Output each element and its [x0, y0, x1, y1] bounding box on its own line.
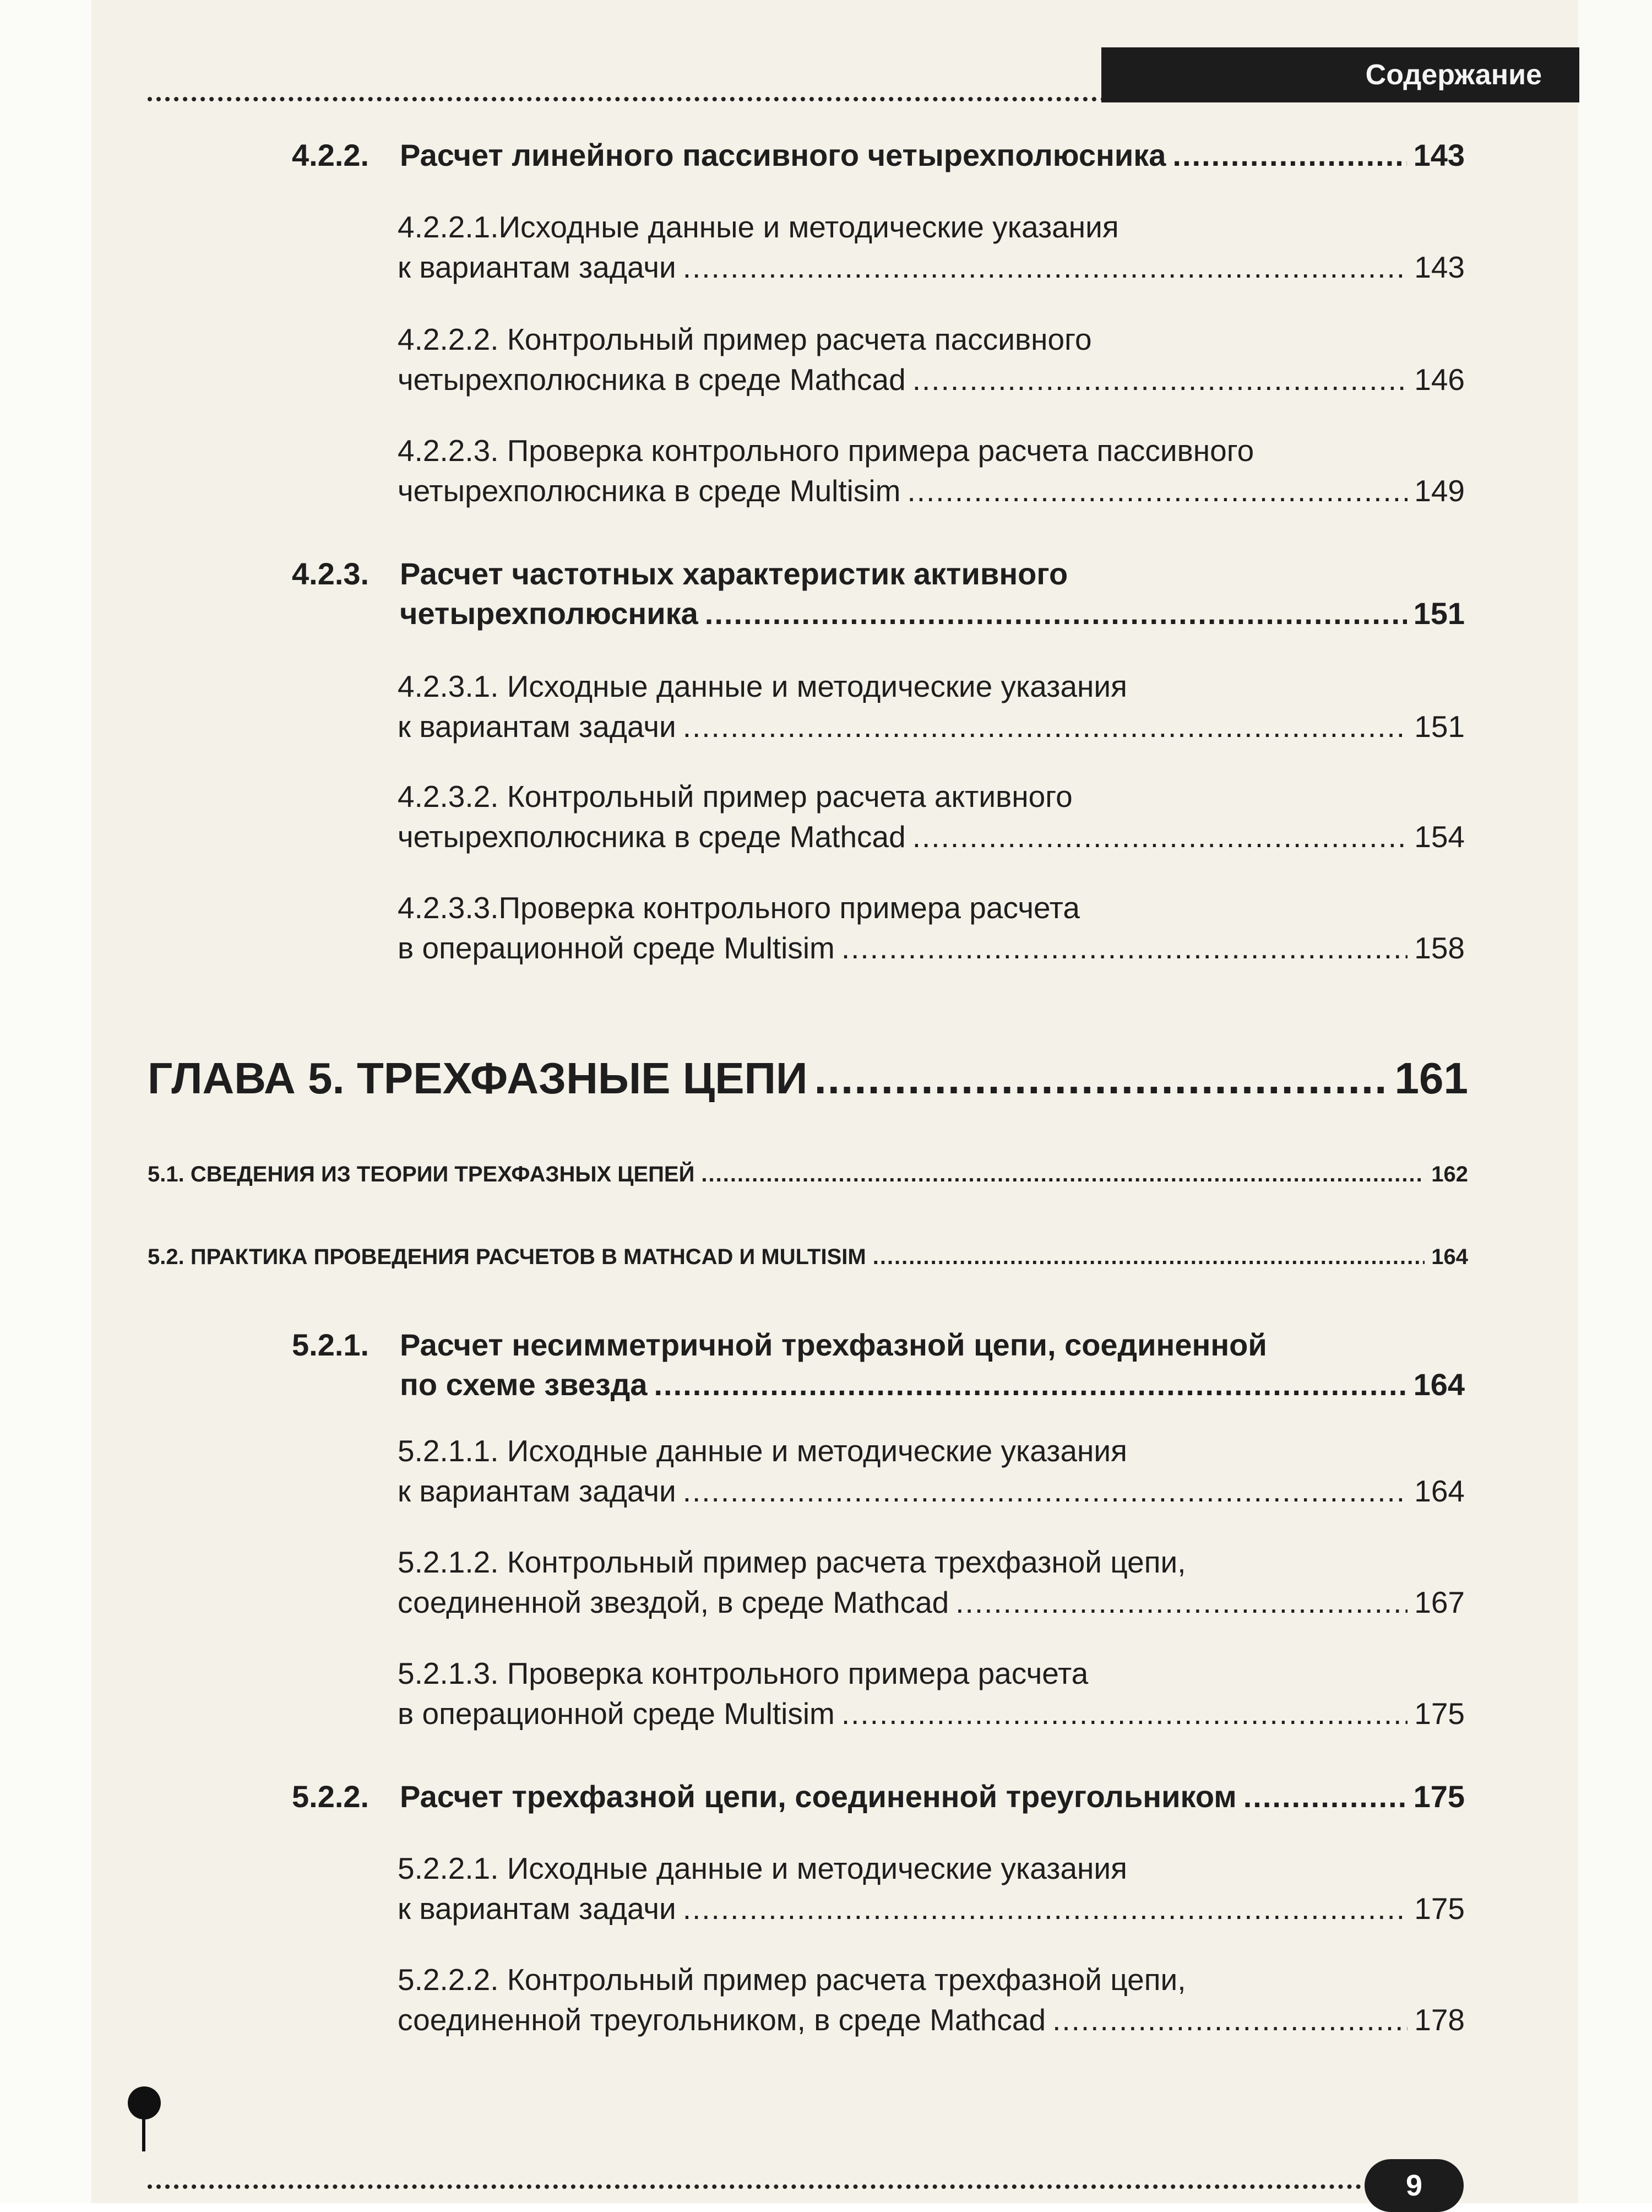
toc-entry-4-2-3[interactable]: [292, 554, 1465, 633]
leader-dots: [841, 928, 1408, 968]
page-number: 161: [1394, 1054, 1468, 1103]
entry-title-line1: 5.2.2.2. Контрольный пример расчета трехфазной цепи,: [398, 1962, 1186, 1997]
page-number: 149: [1414, 474, 1465, 508]
page-number-badge: 9: [1365, 2159, 1464, 2212]
leader-dots: [873, 1243, 1425, 1271]
page-number: 175: [1413, 1779, 1465, 1814]
page-number: 175: [1414, 1696, 1465, 1731]
entry-title-line2: по схеме звезда: [400, 1367, 648, 1402]
page-number: 164: [1414, 1474, 1465, 1508]
toc-entry-4-2-2-1[interactable]: [398, 207, 1465, 288]
page-number: 167: [1414, 1585, 1465, 1619]
page-number: 146: [1414, 362, 1465, 397]
leader-dots: [683, 1471, 1408, 1511]
entry-title-line1: 5.2.2.1. Исходные данные и методические указания: [398, 1851, 1127, 1885]
entry-title-line1: Расчет несимметричной трехфазной цепи, соединенной: [400, 1327, 1267, 1362]
leader-dots: [683, 707, 1408, 747]
entry-title-line2: к вариантам задачи: [398, 1474, 676, 1508]
toc-chapter-5[interactable]: [148, 1052, 1468, 1105]
entry-title-line1: 4.2.3.1. Исходные данные и методические указания: [398, 669, 1127, 703]
entry-title-line2: в операционной среде Multisim: [398, 931, 835, 965]
entry-title-line1: 4.2.2.2. Контрольный пример расчета пассивного: [398, 322, 1092, 356]
toc-entry-5-2-2-1[interactable]: [398, 1848, 1465, 1929]
toc-entry-5-2-2[interactable]: [292, 1777, 1465, 1817]
leader-dots: [701, 1160, 1425, 1189]
page-number: 154: [1414, 820, 1465, 854]
toc-entry-5-2[interactable]: [148, 1243, 1468, 1271]
footer-tick: [142, 2115, 145, 2151]
toc-entry-4-2-2-3[interactable]: [398, 431, 1465, 511]
toc-entry-5-2-1-3[interactable]: [398, 1653, 1465, 1734]
toc-entry-5-2-1-1[interactable]: [398, 1431, 1465, 1511]
leader-dots: [705, 594, 1407, 633]
entry-title: 5.2. ПРАКТИКА ПРОВЕДЕНИЯ РАСЧЕТОВ В MATHCAD И MULTISIM: [148, 1245, 866, 1269]
entry-title-line1: Расчет частотных характеристик активного: [400, 556, 1068, 591]
entry-title-line1: 4.2.3.3.Проверка контрольного примера расчета: [398, 891, 1080, 925]
entry-title-line2: в операционной среде Multisim: [398, 1696, 835, 1731]
entry-title-line1: 5.2.1.2. Контрольный пример расчета трехфазной цепи,: [398, 1545, 1186, 1579]
leader-dots: [955, 1582, 1408, 1623]
section-title-tab: Содержание: [1101, 47, 1579, 102]
leader-dots: [683, 247, 1408, 288]
entry-title-line2: четырехполюсника: [400, 596, 698, 631]
entry-title: Расчет трехфазной цепи, соединенной треугольником: [400, 1779, 1237, 1814]
toc-entry-4-2-3-1[interactable]: [398, 666, 1465, 747]
leader-dots: [1172, 135, 1406, 175]
leader-dots: [912, 817, 1408, 857]
toc-entry-5-2-1[interactable]: [292, 1325, 1465, 1405]
leader-dots: [814, 1052, 1388, 1105]
page-number: 178: [1414, 2003, 1465, 2037]
page-number: 151: [1414, 709, 1465, 744]
toc-entry-4-2-3-2[interactable]: [398, 777, 1465, 857]
page-number: 158: [1414, 931, 1465, 965]
footer-bullet-icon: [128, 2086, 161, 2119]
entry-title-line2: к вариантам задачи: [398, 1891, 676, 1926]
leader-dots: [1052, 2000, 1408, 2040]
entry-title-line2: четырехполюсника в среде Mathcad: [398, 820, 906, 854]
entry-title-line2: к вариантам задачи: [398, 250, 676, 284]
entry-title-line2: соединенной треугольником, в среде Mathcad: [398, 2003, 1046, 2037]
leader-dots: [1243, 1777, 1407, 1817]
leader-dots: [912, 360, 1408, 400]
leader-dots: [683, 1889, 1408, 1929]
toc-entry-4-2-2[interactable]: [292, 135, 1465, 175]
page-number: 164: [1413, 1367, 1465, 1402]
entry-title-line2: к вариантам задачи: [398, 709, 676, 744]
page-number: 164: [1431, 1245, 1468, 1269]
entry-title-line1: 4.2.2.3. Проверка контрольного примера расчета пассивного: [398, 433, 1254, 468]
entry-number: 5.2.2.: [292, 1779, 369, 1814]
page-number: 175: [1414, 1891, 1465, 1926]
entry-number: 4.2.3.: [292, 556, 369, 591]
page-number: 143: [1414, 250, 1465, 284]
footer-dotted-rule: [148, 2184, 1370, 2189]
chapter-title: ГЛАВА 5. ТРЕХФАЗНЫЕ ЦЕПИ: [148, 1054, 808, 1103]
entry-number: 5.2.1.: [292, 1327, 369, 1362]
toc-entry-5-2-2-2[interactable]: [398, 1960, 1465, 2040]
page-number: 151: [1413, 596, 1465, 631]
toc-entry-5-2-1-2[interactable]: [398, 1542, 1465, 1623]
leader-dots: [654, 1365, 1406, 1405]
entry-title-line1: 4.2.2.1.Исходные данные и методические указания: [398, 210, 1119, 244]
toc-entry-4-2-3-3[interactable]: [398, 888, 1465, 968]
entry-title-line2: четырехполюсника в среде Multisim: [398, 474, 901, 508]
toc-entry-5-1[interactable]: [148, 1160, 1468, 1189]
leader-dots: [907, 471, 1408, 511]
entry-number: 4.2.2.: [292, 138, 369, 172]
leader-dots: [841, 1694, 1408, 1734]
entry-title: 5.1. СВЕДЕНИЯ ИЗ ТЕОРИИ ТРЕХФАЗНЫХ ЦЕПЕЙ: [148, 1162, 695, 1186]
page-number: 143: [1413, 138, 1465, 172]
entry-title-line2: четырехполюсника в среде Mathcad: [398, 362, 906, 397]
page-number: 162: [1431, 1162, 1468, 1186]
entry-title-line1: 5.2.1.1. Исходные данные и методические указания: [398, 1434, 1127, 1468]
entry-title: Расчет линейного пассивного четырехполюсника: [400, 138, 1166, 172]
entry-title-line2: соединенной звездой, в среде Mathcad: [398, 1585, 949, 1619]
entry-title-line1: 5.2.1.3. Проверка контрольного примера расчета: [398, 1656, 1089, 1690]
entry-title-line1: 4.2.3.2. Контрольный пример расчета активного: [398, 779, 1073, 814]
toc-entry-4-2-2-2[interactable]: [398, 319, 1465, 400]
